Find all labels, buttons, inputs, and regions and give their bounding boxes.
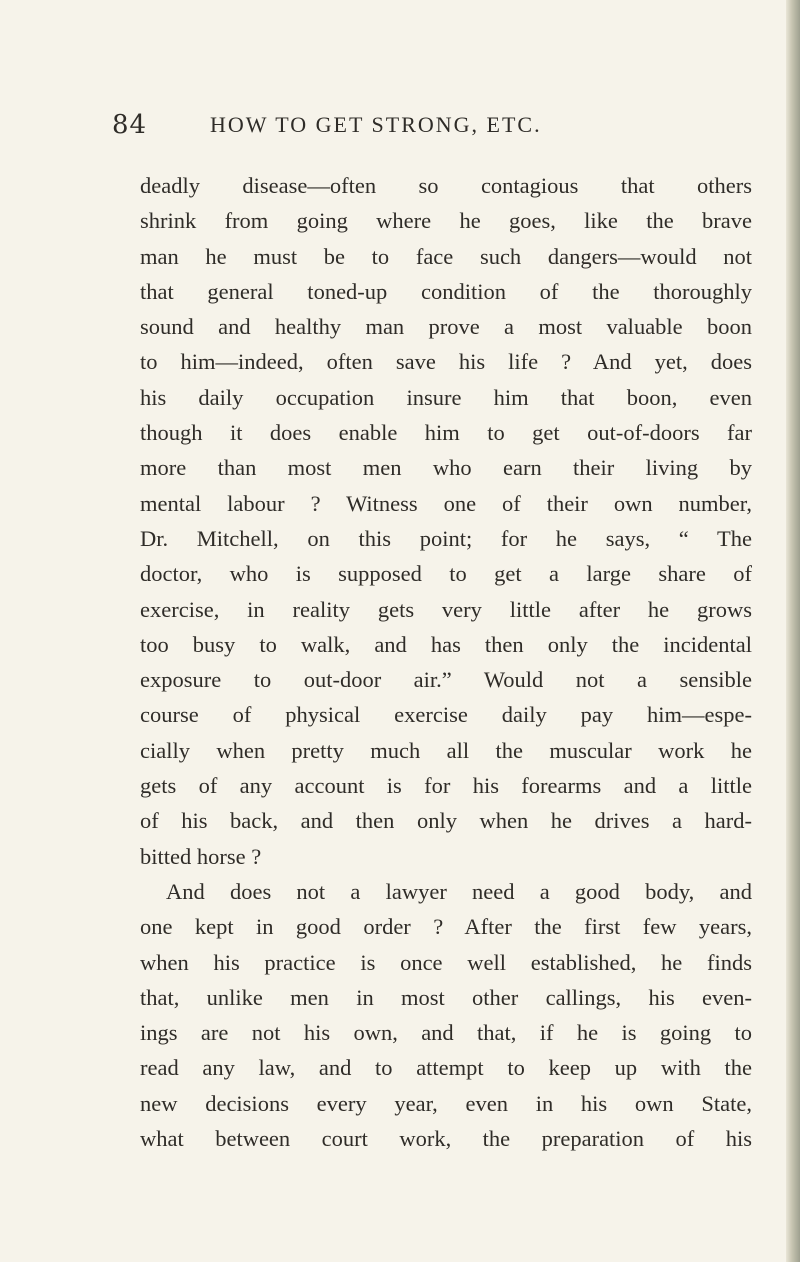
- text-line: to him—indeed, often save his life ? And yet, does: [140, 349, 752, 375]
- text-line: what between court work, the preparation of his: [140, 1126, 752, 1152]
- text-line: Dr. Mitchell, on this point; for he says, “ The: [140, 525, 752, 551]
- text-line: cially when pretty much all the muscular work he: [140, 737, 752, 763]
- text-line: one kept in good order ? After the first few years,: [140, 914, 752, 940]
- page-edge-shadow: [786, 0, 800, 1262]
- running-head: [112, 110, 752, 150]
- paragraph-start-line: And does not a lawyer need a good body, and: [166, 878, 752, 904]
- text-line: of his back, and then only when he drives a hard-: [140, 808, 752, 834]
- text-line: shrink from going where he goes, like the brave: [140, 208, 752, 234]
- text-line: exercise, in reality gets very little after he grows: [140, 596, 752, 622]
- text-line: exposure to out-door air.” Would not a sensible: [140, 667, 752, 693]
- text-line: mental labour ? Witness one of their own number,: [140, 490, 752, 516]
- text-line: too busy to walk, and has then only the incidental: [140, 631, 752, 657]
- text-line: man he must be to face such dangers—would not: [140, 243, 752, 269]
- text-line: bitted horse ?: [140, 843, 262, 869]
- text-line: doctor, who is supposed to get a large share of: [140, 561, 752, 587]
- text-line: course of physical exercise daily pay him—espe-: [140, 702, 752, 728]
- text-line: when his practice is once well established, he finds: [140, 949, 752, 975]
- page-number: 84: [112, 110, 148, 140]
- text-line: new decisions every year, even in his own State,: [140, 1090, 752, 1116]
- text-line: that, unlike men in most other callings, his even-: [140, 984, 752, 1010]
- running-title: HOW TO GET STRONG, ETC.: [210, 112, 542, 137]
- text-line: deadly disease—often so contagious that others: [140, 173, 752, 198]
- body-text: [140, 168, 752, 1156]
- text-line: his daily occupation insure him that boon, even: [140, 384, 752, 410]
- text-line: sound and healthy man prove a most valuable boon: [140, 314, 752, 340]
- text-line: ings are not his own, and that, if he is going to: [140, 1020, 752, 1046]
- text-line: more than most men who earn their living by: [140, 455, 752, 481]
- text-line: though it does enable him to get out-of-doors far: [140, 420, 752, 446]
- text-line: that general toned-up condition of the thoroughly: [140, 278, 752, 304]
- text-line: read any law, and to attempt to keep up with the: [140, 1055, 752, 1081]
- text-line: gets of any account is for his forearms and a little: [140, 773, 752, 799]
